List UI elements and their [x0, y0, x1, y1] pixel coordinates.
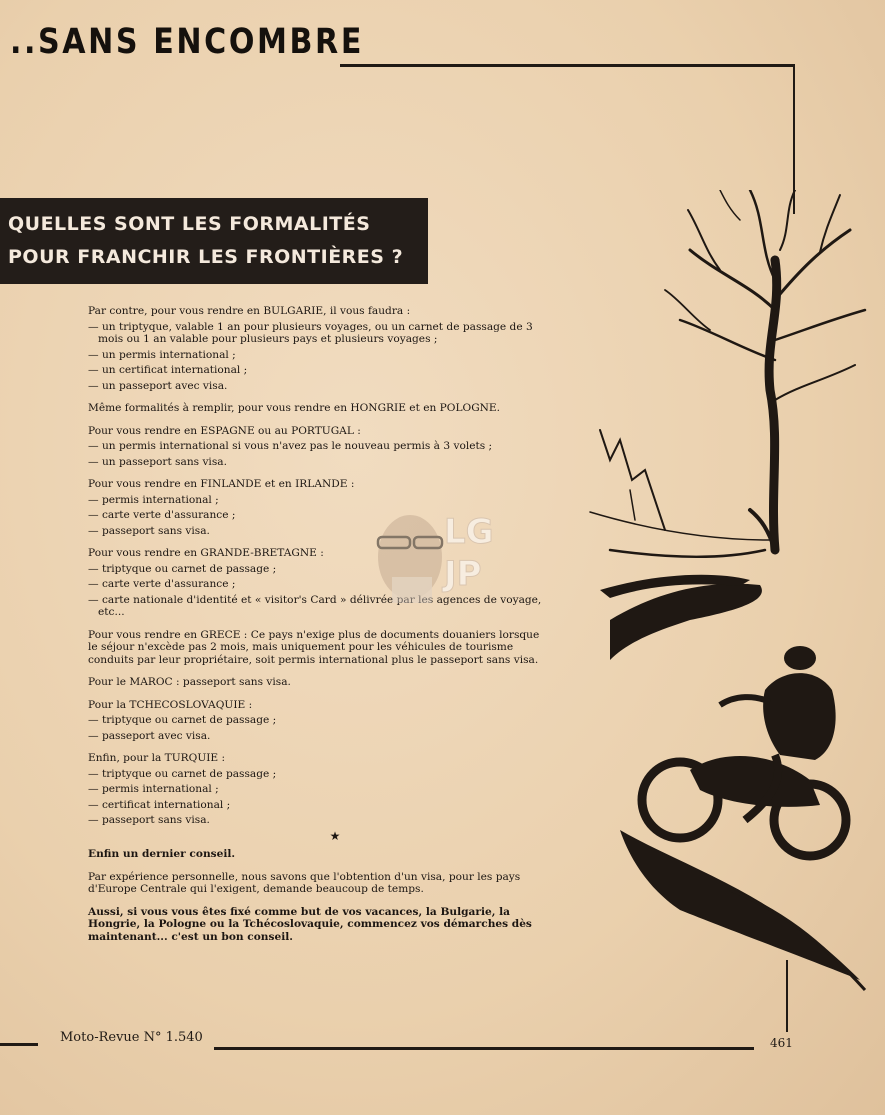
header-rule: [340, 64, 795, 67]
block-hongrie: [88, 402, 552, 415]
block-grece: [88, 629, 552, 667]
list-item: — permis international ;: [88, 783, 219, 795]
list-item: — un passeport sans visa.: [88, 455, 227, 468]
list-item: — passeport sans visa.: [88, 524, 210, 537]
section-title-line-1: QUELLES SONT LES FORMALITÉS: [8, 213, 371, 235]
list-item: — un passeport avec visa.: [88, 379, 228, 392]
tchecoslovaquie-intro: Pour la TCHECOSLOVAQUIE :: [88, 698, 253, 711]
list-item: — carte verte d'assurance ;: [88, 509, 236, 521]
list-item: — permis international ;: [88, 493, 219, 506]
hongrie-paragraph: Même formalités à remplir, pour vous rendre en HONGRIE et en POLOGNE.: [88, 402, 501, 414]
portrait-watermark-icon: [372, 505, 517, 605]
block-bulgarie: [88, 305, 552, 392]
motorcyclist-tree-illustration-icon: [570, 190, 870, 1004]
block-aussi: [88, 906, 552, 944]
bulgarie-intro: Par contre, pour vous rendre en BULGARIE, il vous faudra :: [88, 305, 411, 317]
block-maroc: [88, 676, 552, 689]
footer-rule-left: [0, 1043, 38, 1046]
list-item: — un permis international si vous n'avez pas le nouveau permis à 3 volets ;: [88, 440, 493, 452]
list-item: — triptyque ou carnet de passage ;: [88, 767, 277, 780]
list-item: — passeport sans visa.: [88, 814, 210, 826]
conseil-paragraph: Enfin un dernier conseil.: [88, 848, 236, 860]
list-item: — triptyque ou carnet de passage ;: [88, 562, 277, 575]
watermark-letters: LG JP: [444, 512, 494, 594]
list-item: — carte nationale d'identité et « visitor's Card » délivrée par les agences de voyage, etc...: [88, 593, 542, 618]
block-experience: [88, 871, 552, 896]
block-turquie: [88, 752, 552, 827]
section-title-line-2: POUR FRANCHIR LES FRONTIÈRES ?: [8, 246, 404, 268]
gb-intro: Pour vous rendre en GRANDE-BRETAGNE :: [88, 547, 324, 559]
turquie-intro: Enfin, pour la TURQUIE :: [88, 752, 226, 764]
star-separator: ★: [329, 828, 341, 843]
maroc-paragraph: Pour le MAROC : passeport sans visa.: [88, 676, 291, 688]
list-item: — un certificat international ;: [88, 364, 248, 376]
finlande-intro: Pour vous rendre en FINLANDE et en IRLANDE :: [88, 478, 355, 490]
footer-rule-right: [214, 1047, 754, 1050]
page-number: 461: [770, 1036, 793, 1050]
block-conseil: [88, 848, 552, 861]
article-body: [88, 305, 552, 953]
magazine-issue: Moto-Revue N° 1.540: [60, 1030, 203, 1045]
experience-paragraph: Par expérience personnelle, nous savons que l'obtention d'un visa, pour les pays d'Europe Centrale qui l'exigent, demande beaucoup de temps.: [88, 870, 521, 895]
list-item: — carte verte d'assurance ;: [88, 578, 236, 590]
block-tchecoslovaquie: [88, 699, 552, 743]
list-item: — passeport avec visa.: [88, 729, 211, 742]
list-item: — certificat international ;: [88, 798, 231, 811]
list-item: — triptyque ou carnet de passage ;: [88, 714, 277, 726]
grece-paragraph: Pour vous rendre en GRECE : Ce pays n'exige plus de documents douaniers lorsque le séjour n'excède pas 2 mois, mais uniquement pour les véhicules de tourisme conduits par leur propriétaire, soit permis international plus le passeport sans visa.: [88, 628, 540, 666]
espagne-intro: Pour vous rendre en ESPAGNE ou au PORTUGAL :: [88, 424, 361, 437]
section-title-banner: [0, 198, 428, 284]
block-espagne: [88, 425, 552, 469]
aussi-paragraph: Aussi, si vous vous êtes fixé comme but de vos vacances, la Bulgarie, la Hongrie, la Pologne ou la Tchécoslovaquie, commencez vos démarches dès maintenant... c'est un bon conseil.: [88, 905, 532, 943]
list-item: — un triptyque, valable 1 an pour plusieurs voyages, ou un carnet de passage de 3 mois ou 1 an valable pour plusieurs pays et plusieurs voyages ;: [88, 320, 533, 345]
list-item: — un permis international ;: [88, 348, 236, 361]
page-title: ..SANS ENCOMBRE: [10, 22, 364, 62]
